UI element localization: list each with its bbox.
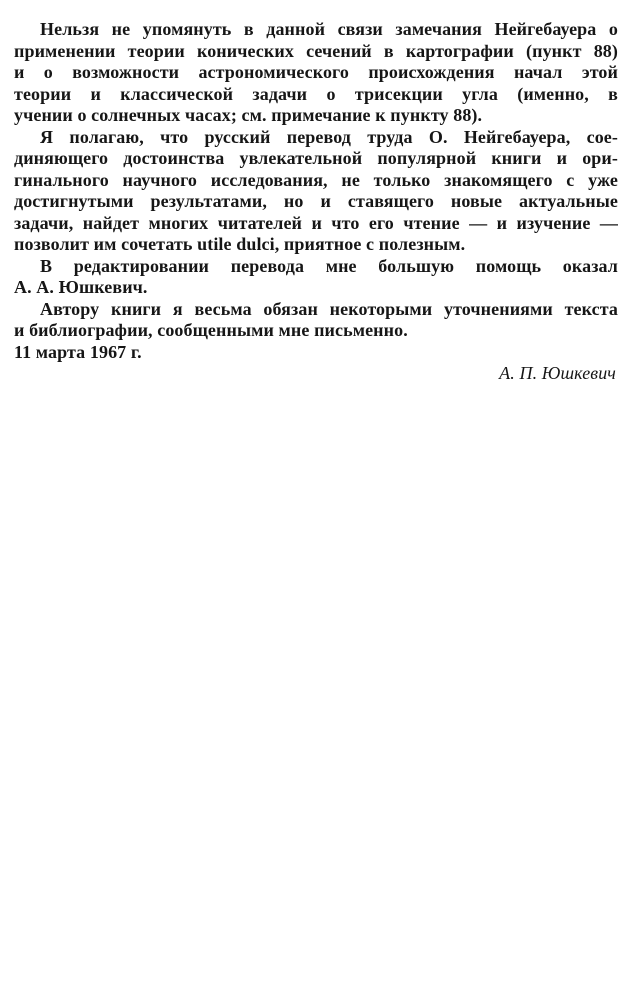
paragraph-3-line-2: А. А. Юшкевич. <box>14 277 148 297</box>
paragraph-2-line-6: позволит им сочетать utile dulci, приятное с полезным. <box>14 234 466 254</box>
paragraph-2-line-4: достигнутыми результатами, но и ставящего новые актуальные <box>14 191 618 211</box>
paragraph-4-line-2: и библиографии, сообщенными мне письменно. <box>14 320 408 340</box>
paragraph-2-line-2: диняющего достоинства увлекательной популярной книги и ори- <box>14 148 618 168</box>
paragraph-1-line-5: учении о солнечных часах; см. примечание к пункту 88). <box>14 105 483 125</box>
paragraph-1-line-3: и о возможности астрономического происхождения начал этой <box>14 62 618 82</box>
paragraph-3-line-1: В редактировании перевода мне большую помощь оказал <box>40 255 618 276</box>
paragraph-2-line-1: Я полагаю, что русский перевод труда О. Нейгебауера, сое- <box>40 126 618 147</box>
date-line-line-1: 11 марта 1967 г. <box>14 341 142 362</box>
paragraph-2-line-3: гинального научного исследования, не только знакомящего с уже <box>14 169 618 190</box>
paragraph-2-line-5: задачи, найдет многих читателей и что его чтение — и изучение — <box>14 212 618 233</box>
signature-line-1: А. П. Юшкевич <box>499 363 616 383</box>
text-block <box>14 19 618 385</box>
paragraph-1-line-2: применении теории конических сечений в картографии (пункт 88) <box>14 40 618 61</box>
paragraph-4-line-1: Автору книги я весьма обязан некоторыми уточнениями текста <box>40 298 618 319</box>
paragraph-1-line-1: Нельзя не упомянуть в данной связи замечания Нейгебауера о <box>40 19 618 39</box>
paragraph-1-line-4: теории и классической задачи о трисекции угла (именно, в <box>14 83 618 104</box>
